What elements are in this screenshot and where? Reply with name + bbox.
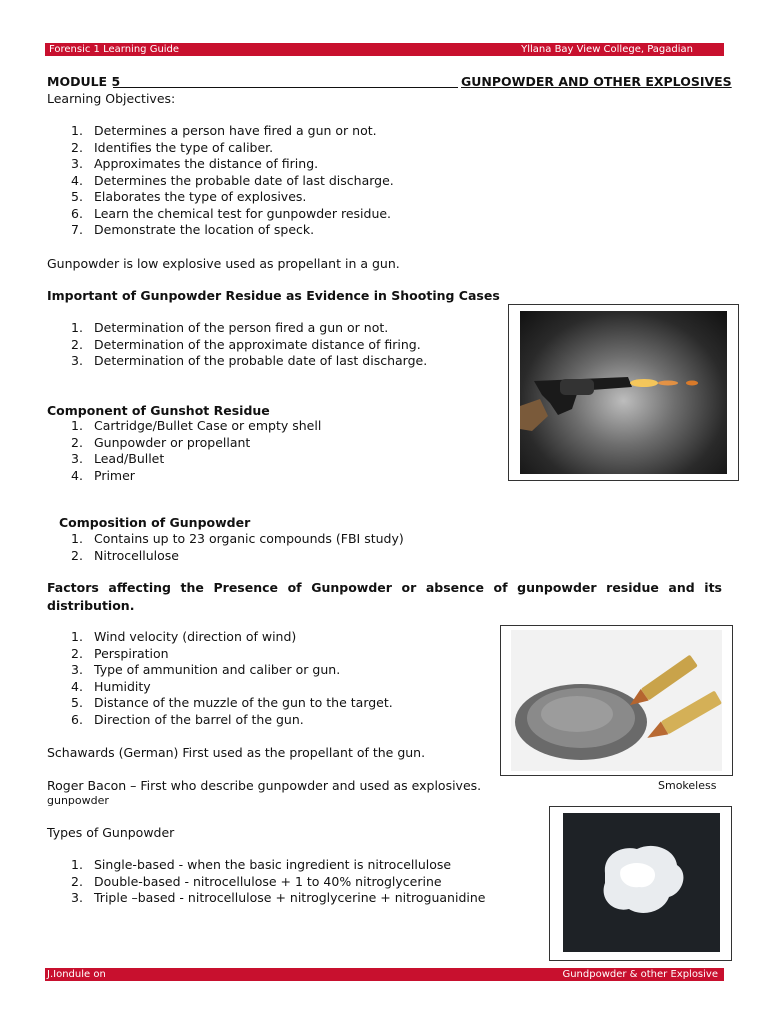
nitrocellulose-photo [563,813,720,952]
gun-firing-illustration [520,311,727,474]
photo-caption-part1: Smokeless [658,779,717,792]
composition-heading: Composition of Gunpowder [59,515,251,530]
gun-photo-frame [508,304,739,481]
factors-heading-line2: distribution. [47,598,135,613]
header-course: Forensic 1 Learning Guide [49,44,180,55]
cotton-photo-frame [549,806,732,961]
photo-caption-part2: gunpowder [47,794,109,807]
footer-band [45,968,724,981]
footer-author: J.Iondule on [47,969,106,980]
footer-topic: Gundpowder & other Explosive [562,969,718,980]
powder-and-bullets-illustration [511,630,722,771]
components-heading: Component of Gunshot Residue [47,403,270,418]
gun-firing-photo [520,311,727,474]
gunpowder-definition: Gunpowder is low explosive used as propellant in a gun. [47,256,400,271]
header-school: Yllana Bay View College, Pagadian [521,44,693,55]
header-band [45,43,724,56]
objectives-heading: Learning Objectives: [47,91,176,106]
smokeless-powder-photo [511,630,722,771]
schawards-text: Schawards (German) First used as the propellant of the gun. [47,745,426,760]
types-heading: Types of Gunpowder [47,825,175,840]
nitrocellulose-illustration [563,813,720,952]
factors-heading-line1: Factors affecting the Presence of Gunpowder or absence of gunpowder residue and its [47,580,722,595]
roger-bacon-text: Roger Bacon – First who describe gunpowder and used as explosives. [47,778,482,793]
importance-heading: Important of Gunpowder Residue as Evidence in Shooting Cases [47,288,500,303]
module-topic: GUNPOWDER AND OTHER EXPLOSIVES [461,74,732,89]
module-label: MODULE 5 [47,74,121,89]
title-underline [113,87,458,88]
powder-photo-frame [500,625,733,776]
